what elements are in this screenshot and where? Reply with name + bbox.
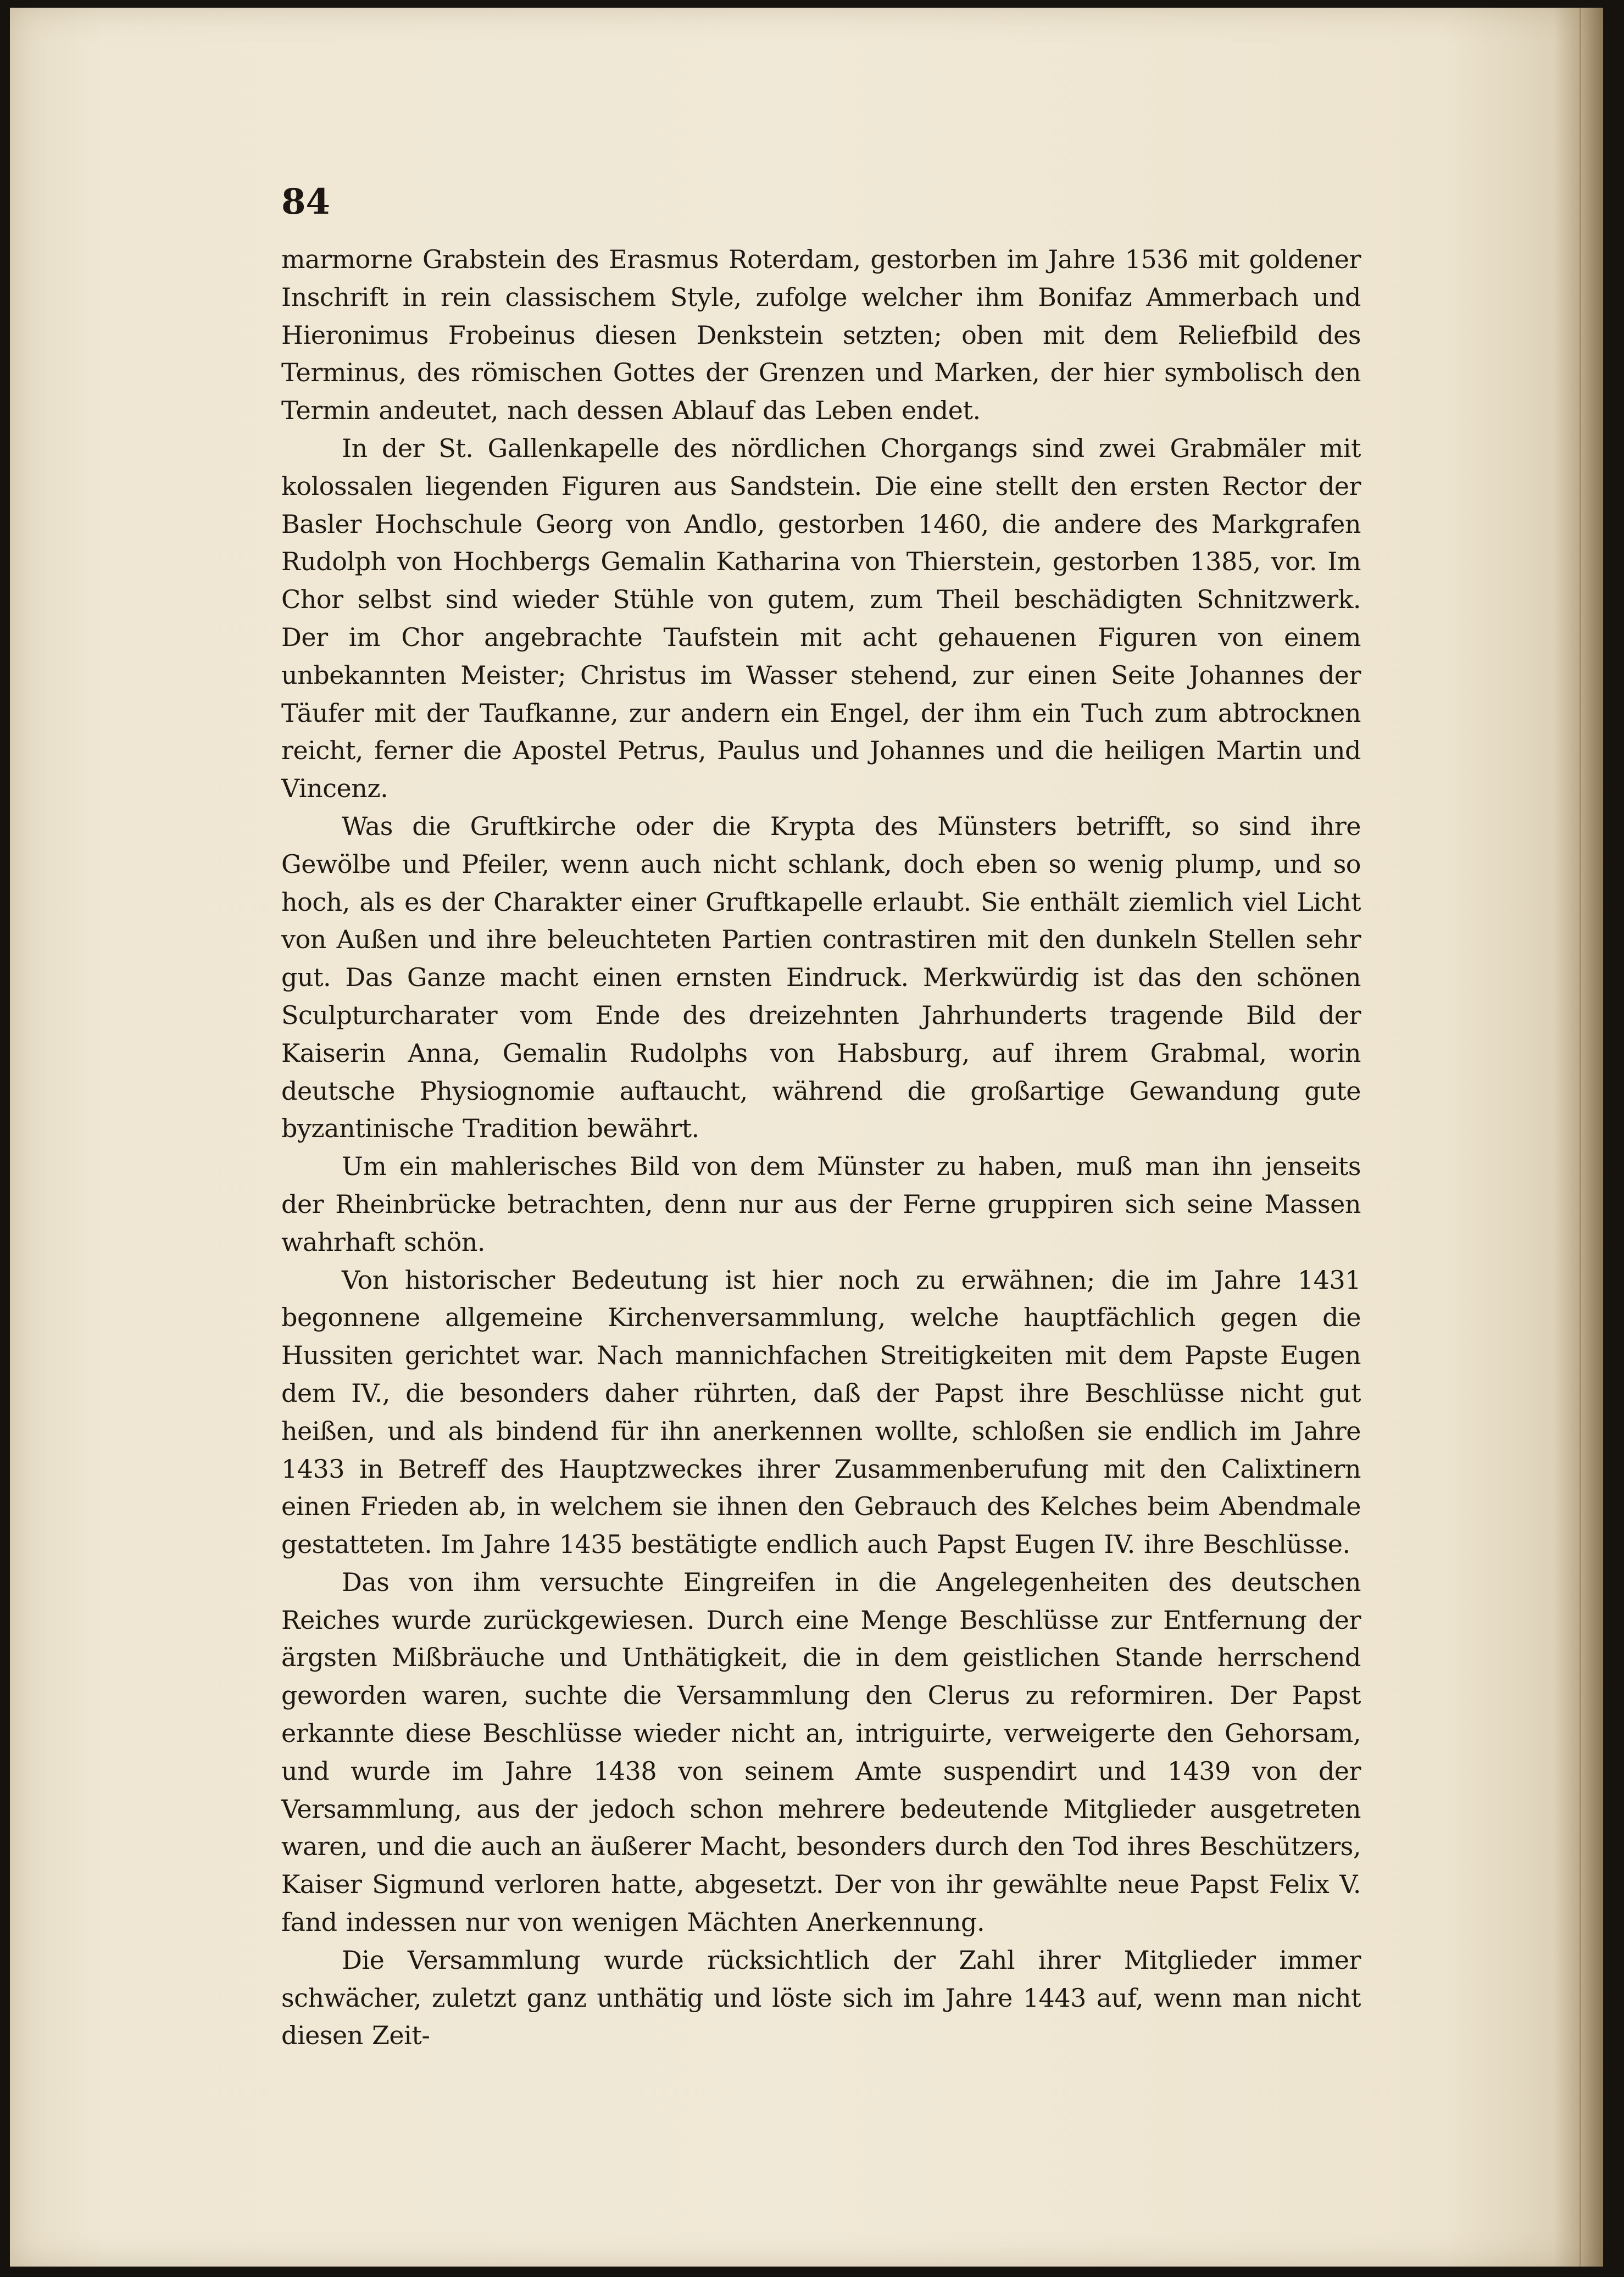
paragraph-reichsangelegenheiten: Das von ihm versuchte Eingreifen in die Angelegenheiten des deutschen Reiches wurde zurückgewiesen. Durch eine Menge Beschlüsse zur Entfernung der ärgsten Mißbräuche und Unthätigkeit, die in dem geistlichen Stande herrschend geworden waren, suchte die Versammlung den Clerus zu reformiren. Der Papst erkannte diese Beschlüsse wieder nicht an, intriguirte, verweigerte den Gehorsam, und wurde im Jahre 1438 von seinem Amte suspendirt und 1439 von der Versammlung, aus der jedoch schon mehrere bedeutende Mitglieder ausgetreten waren, und die auch an äußerer Macht, besonders durch den Tod ihres Beschützers, Kaiser Sigmund verloren hatte, abgesetzt. Der von ihr gewählte neue Papst Felix V. fand indessen nur von wenigen Mächten Anerkennung. (281, 1567, 1361, 1938)
paragraph-gruftkirche: Was die Gruftkirche oder die Krypta des Münsters betrifft, so sind ihre Gewölbe und Pfeiler, wenn auch nicht schlank, doch eben so wenig plump, und so hoch, als es der Charakter einer Gruftkapelle erlaubt. Sie enthält ziemlich viel Licht von Außen und ihre beleuchteten Partien contrastiren mit den dunkeln Stellen sehr gut. Das Ganze macht einen ernsten Eindruck. Merkwürdig ist das den schönen Sculpturcharater vom Ende des dreizehnten Jahrhunderts tragende Bild der Kaiserin Anna, Gemalin Rudolphs von Habsburg, auf ihrem Grabmal, worin deutsche Physiognomie auftaucht, während die großartige Gewandung gute byzantinische Tradition bewährt. (281, 811, 1361, 1144)
paragraph-versammlung-aufloesung: Die Versammlung wurde rücksichtlich der Zahl ihrer Mitglieder immer schwächer, zuletzt ganz unthätig und löste sich im Jahre 1443 auf, wenn man nicht diesen Zeit- (281, 1945, 1361, 2051)
paragraph-erasmus-grave: marmorne Grabstein des Erasmus Roterdam, gestorben im Jahre 1536 mit goldener Inschrift in rein classischem Style, zufolge welcher ihm Bonifaz Ammerbach und Hieronimus Frobeinus diesen Denkstein setzten; oben mit dem Reliefbild des Terminus, des römischen Gottes der Grenzen und Marken, der hier symbolisch den Termin andeutet, nach dessen Ablauf das Leben endet. (281, 244, 1361, 426)
page-edge-shadow (1554, 8, 1603, 2267)
page-fold-line (1579, 8, 1581, 2267)
page-number: 84 (281, 181, 331, 222)
paragraph-rheinbruecke-view: Um ein mahlerisches Bild von dem Münster zu haben, muß man ihn jenseits der Rheinbrücke betrachten, denn nur aus der Ferne gruppiren sich seine Massen wahrhaft schön. (281, 1151, 1361, 1257)
body-text (281, 241, 1361, 2055)
paragraph-kirchenversammlung: Von historischer Bedeutung ist hier noch zu erwähnen; die im Jahre 1431 begonnene allgemeine Kirchenversammlung, welche hauptfächlich gegen die Hussiten gerichtet war. Nach mannichfachen Streitigkeiten mit dem Papste Eugen dem IV., die besonders daher rührten, daß der Papst ihre Beschlüsse nicht gut heißen, und als bindend für ihn anerkennen wollte, schloßen sie endlich im Jahre 1433 in Betreff des Hauptzweckes ihrer Zusammenberufung mit den Calixtinern einen Frieden ab, in welchem sie ihnen den Gebrauch des Kelches beim Abendmale gestatteten. Im Jahre 1435 bestätigte endlich auch Papst Eugen IV. ihre Beschlüsse. (281, 1265, 1361, 1560)
paragraph-st-gallenkapelle: In der St. Gallenkapelle des nördlichen Chorgangs sind zwei Grabmäler mit kolossalen liegenden Figuren aus Sandstein. Die eine stellt den ersten Rector der Basler Hochschule Georg von Andlo, gestorben 1460, die andere des Markgrafen Rudolph von Hochbergs Gemalin Katharina von Thierstein, gestorben 1385, vor. Im Chor selbst sind wieder Stühle von gutem, zum Theil beschädigten Schnitzwerk. Der im Chor angebrachte Taufstein mit acht gehauenen Figuren von einem unbekannten Meister; Christus im Wasser stehend, zur einen Seite Johannes der Täufer mit der Taufkanne, zur andern ein Engel, der ihm ein Tuch zum abtrocknen reicht, ferner die Apostel Petrus, Paulus und Johannes und die heiligen Martin und Vincenz. (281, 433, 1361, 804)
